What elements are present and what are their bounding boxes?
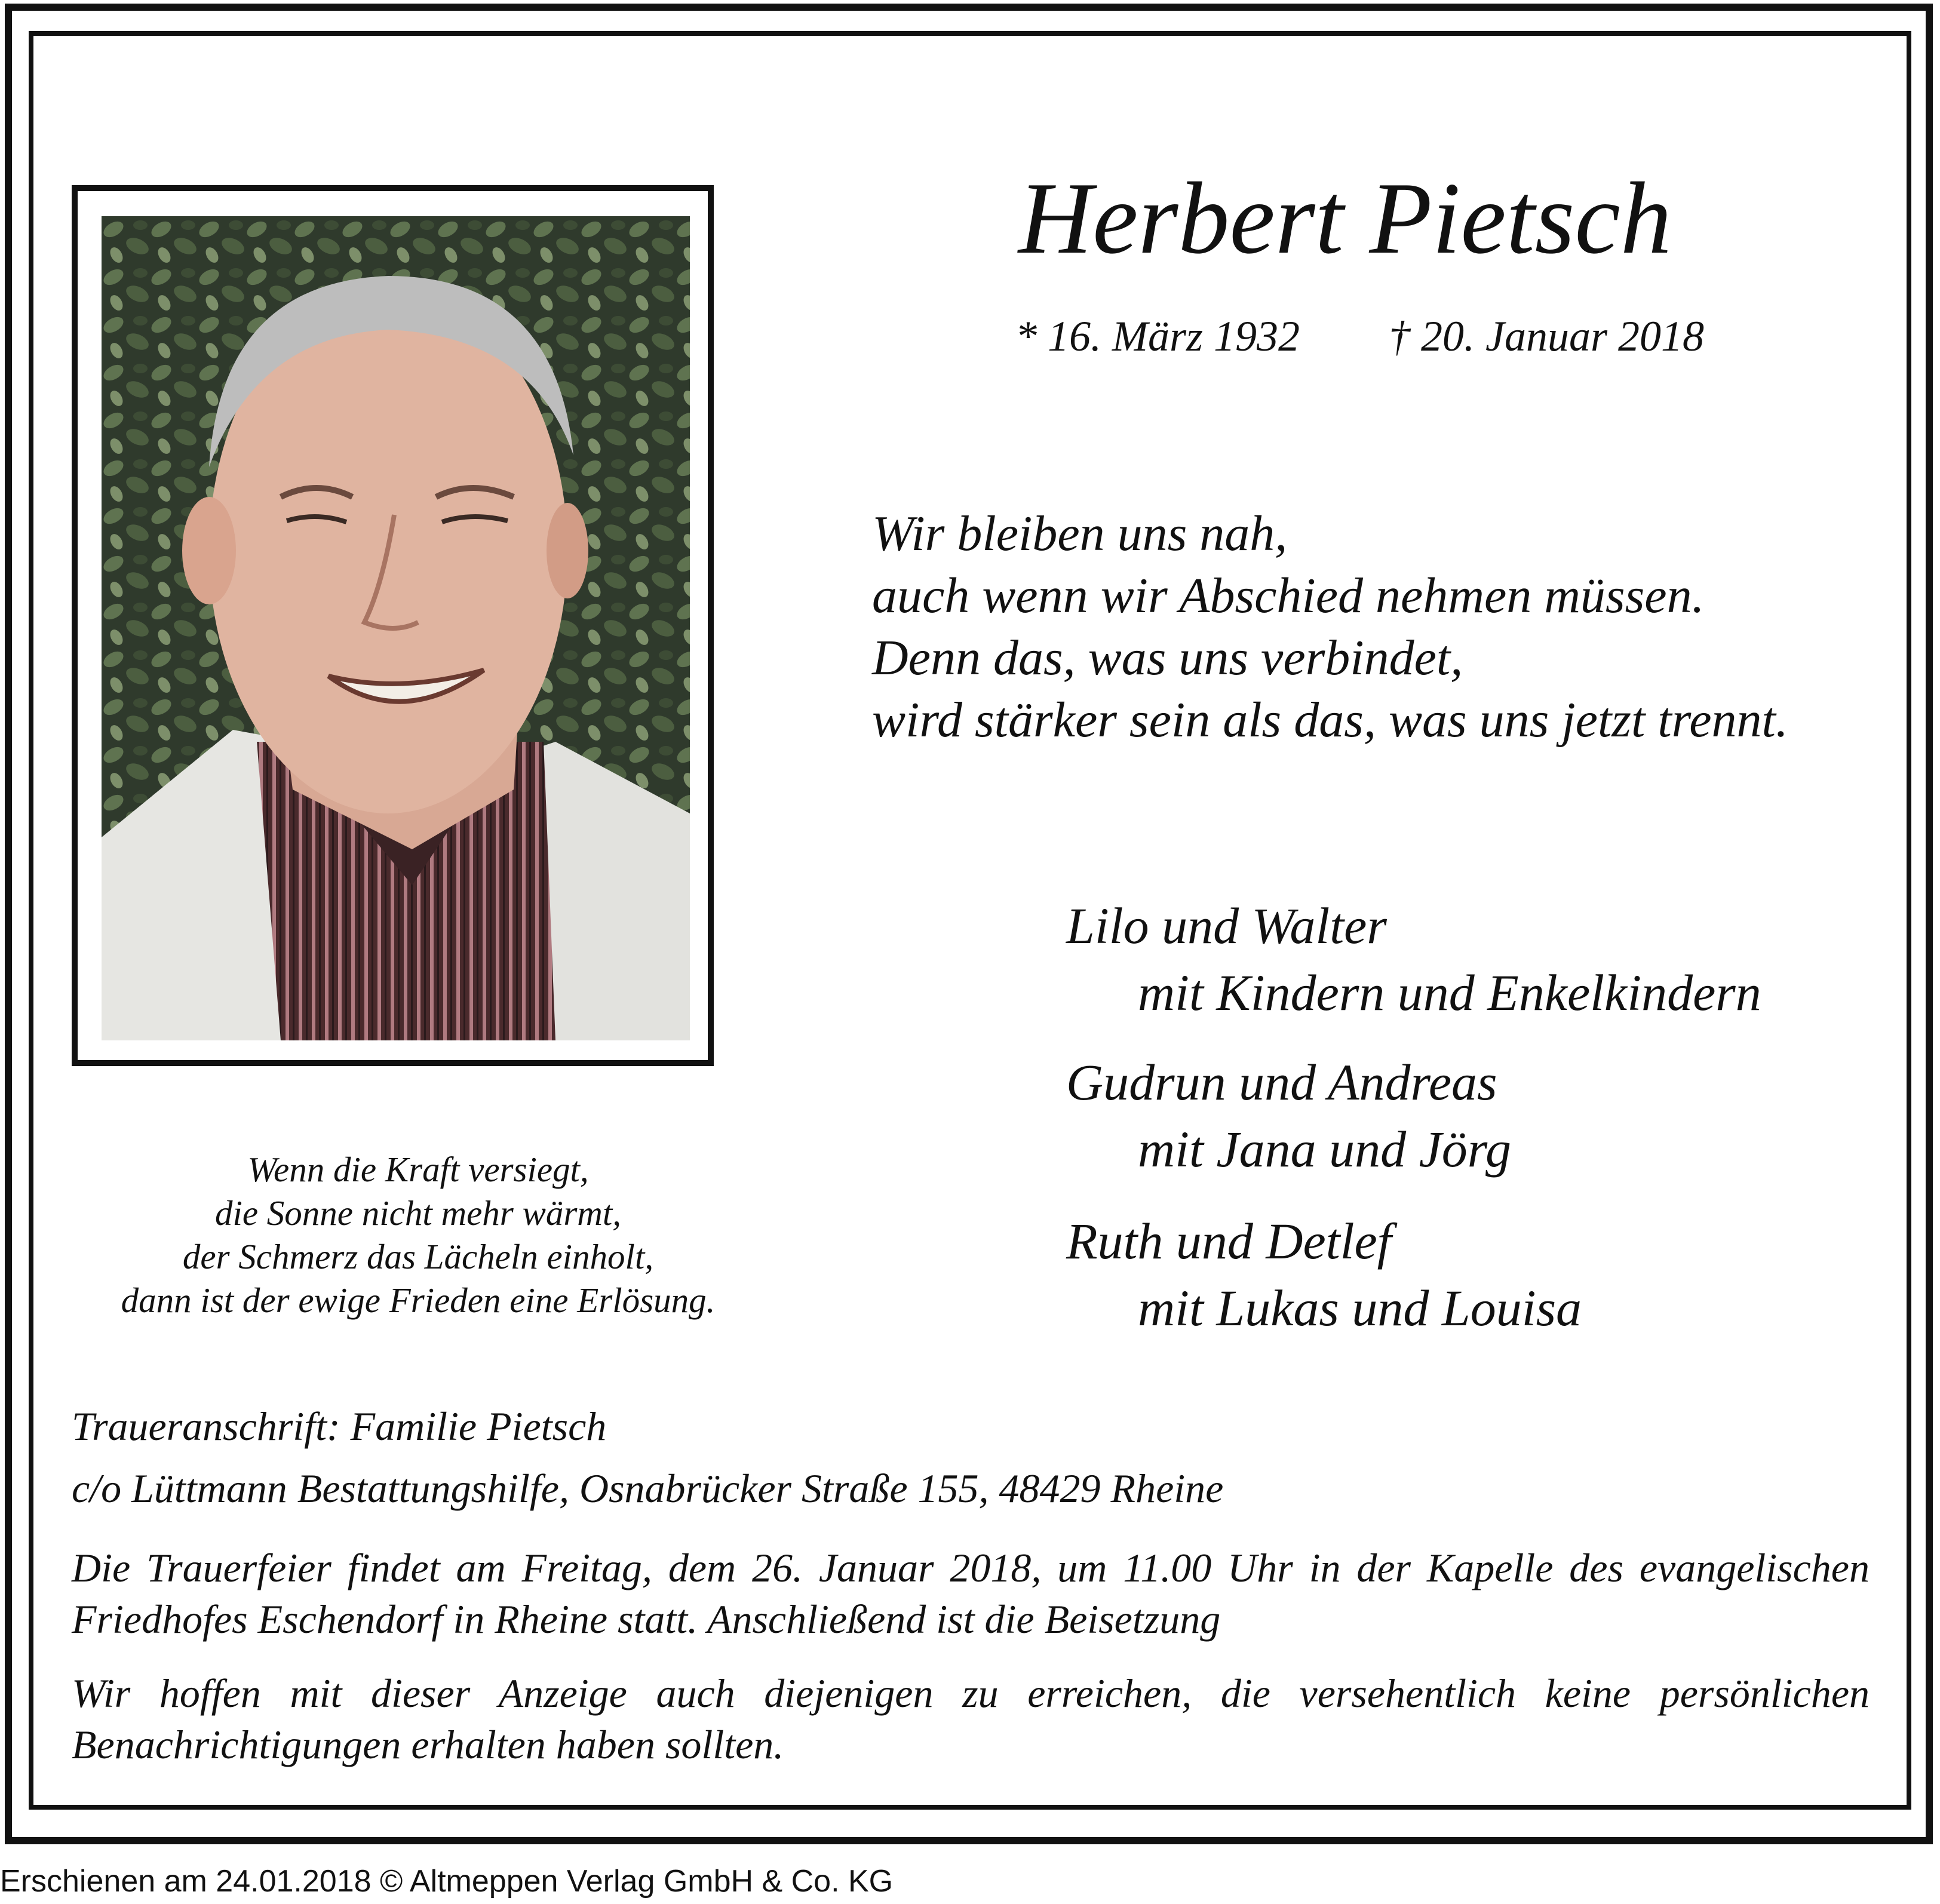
main-poem	[872, 503, 1788, 751]
notice-text: Wir hoffen mit dieser Anzeige auch diejenigen zu erreichen, die versehentlich keine persönlichen Benachrichtigungen erhalten haben sollten.	[72, 1670, 1870, 1767]
side-poem	[0, 1148, 836, 1322]
deceased-name: Herbert Pietsch	[1018, 162, 1672, 275]
family-member-sub: mit Kindern und Enkelkindern	[1138, 964, 1761, 1021]
side-poem-line: dann ist der ewige Frieden eine Erlösung.	[121, 1280, 716, 1320]
side-poem-line: Wenn die Kraft versiegt,	[247, 1150, 589, 1189]
death-date: † 20. Januar 2018	[1389, 312, 1704, 360]
address-line: c/o Lüttmann Bestattungshilfe, Osnabrücker Straße 155, 48429 Rheine	[72, 1466, 1224, 1511]
main-poem-line: wird stärker sein als das, was uns jetzt trennt.	[872, 692, 1788, 748]
main-poem-line: auch wenn wir Abschied nehmen müssen.	[872, 568, 1705, 624]
main-poem-line: Wir bleiben uns nah,	[872, 506, 1288, 561]
side-poem-line: der Schmerz das Lächeln einholt,	[182, 1237, 654, 1276]
family-member-sub: mit Lukas und Louisa	[1138, 1279, 1582, 1337]
portrait-frame	[72, 185, 714, 1066]
address-line: Traueranschrift: Familie Pietsch	[72, 1404, 607, 1449]
family-member: Lilo und Walter	[1066, 897, 1387, 954]
publication-footer: Erschienen am 24.01.2018 © Altmeppen Verlag GmbH & Co. KG	[0, 1864, 894, 1899]
family-member: Gudrun und Andreas	[1066, 1054, 1497, 1111]
side-poem-line: die Sonne nicht mehr wärmt,	[214, 1193, 622, 1233]
portrait-photo	[102, 216, 690, 1040]
mourning-address	[72, 1395, 1223, 1519]
family-member-sub: mit Jana und Jörg	[1138, 1120, 1512, 1178]
family-member: Ruth und Detlef	[1066, 1212, 1392, 1270]
main-poem-line: Denn das, was uns verbindet,	[872, 630, 1463, 686]
ceremony-text: Die Trauerfeier findet am Freitag, dem 26. Januar 2018, um 11.00 Uhr in der Kapelle des evangelischen Friedhofes Eschendorf in Rheine statt. Anschließend ist die Beisetzung	[72, 1545, 1870, 1642]
birth-date: * 16. März 1932	[1015, 312, 1300, 360]
